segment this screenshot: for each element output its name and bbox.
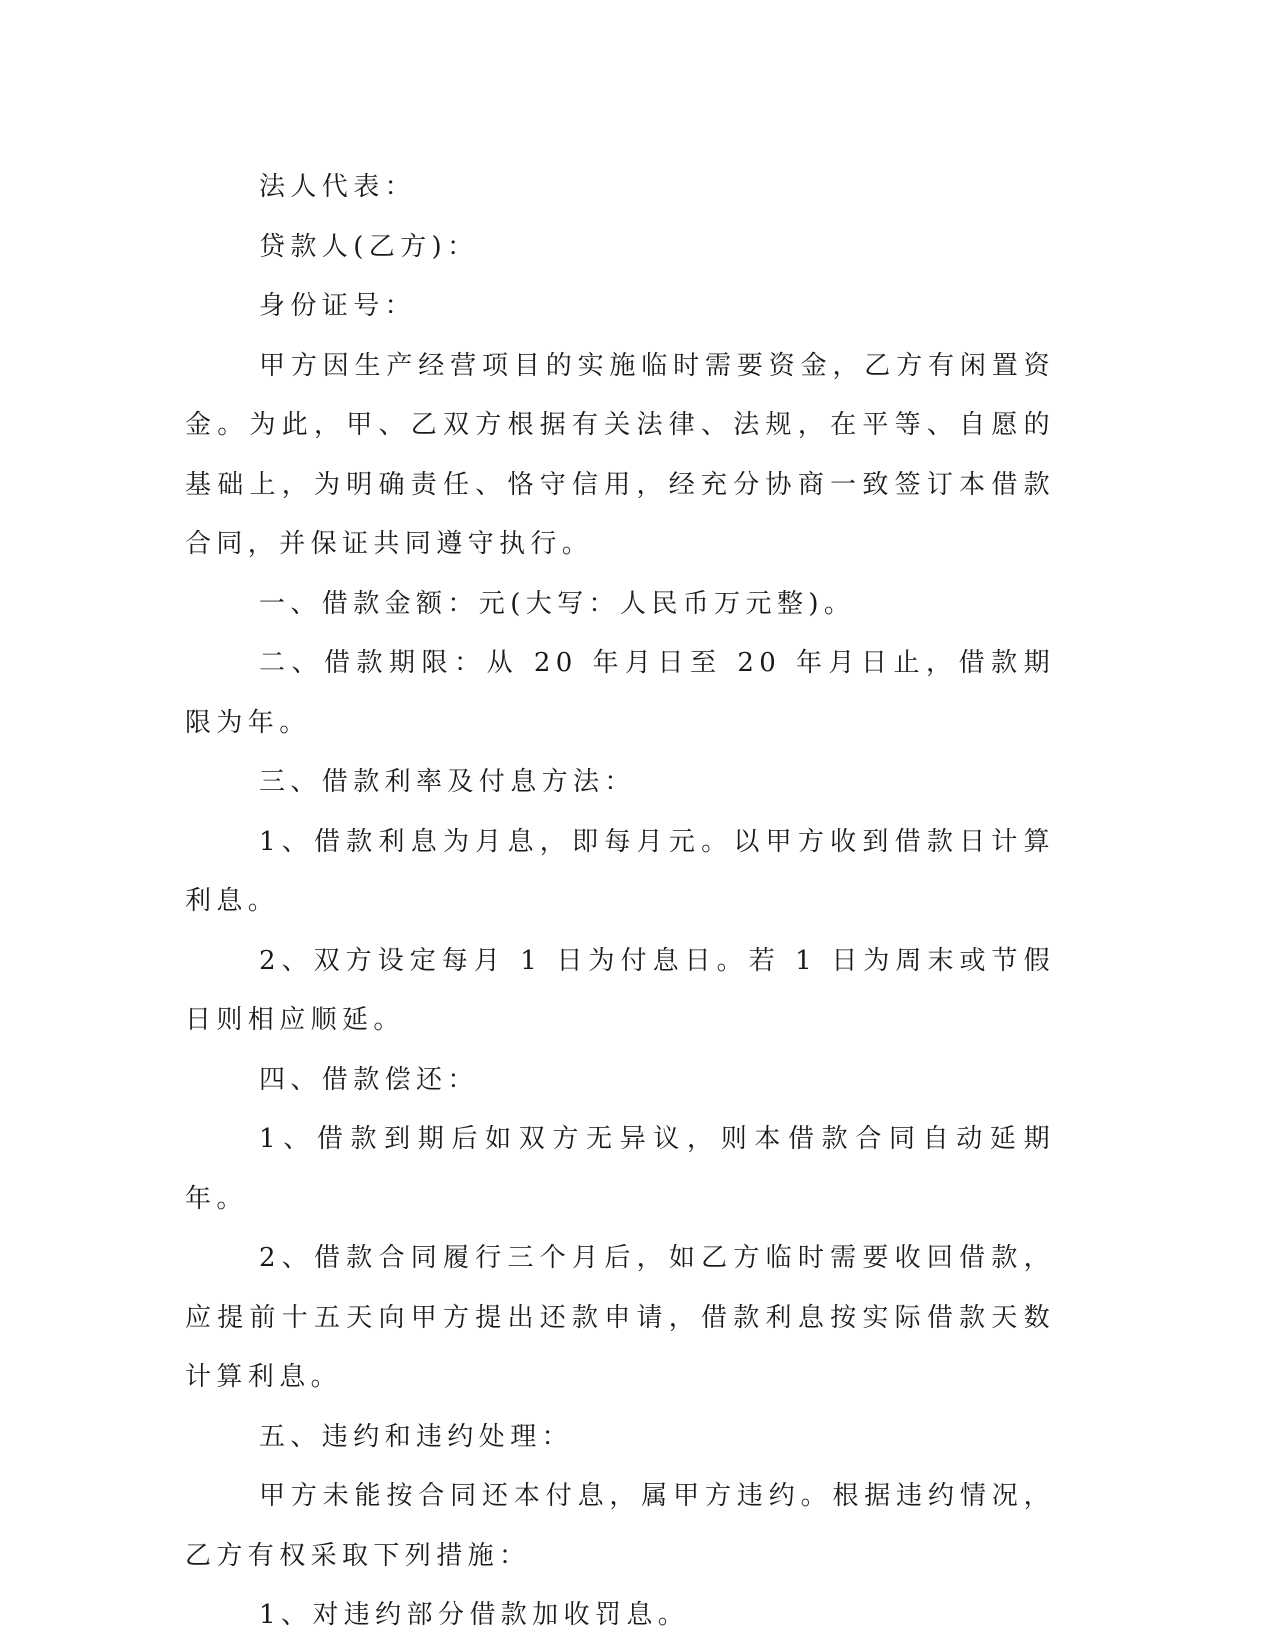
clause-3-item-1: 1、借款利息为月息，即每月元。以甲方收到借款日计算利息。 [185, 826, 1055, 916]
clause-3-item-2: 2、双方设定每月 1 日为付息日。若 1 日为周末或节假日则相应顺延。 [185, 945, 1055, 1035]
preamble-paragraph: 甲方因生产经营项目的实施临时需要资金，乙方有闲置资金。为此，甲、乙双方根据有关法律、法规，在平等、自愿的基础上，为明确责任、恪守信用，经充分协商一致签订本借款合同，并保证共同遵守执行。 [185, 350, 1055, 559]
clause-5-paragraph: 甲方未能按合同还本付息，属甲方违约。根据违约情况，乙方有权采取下列措施： [185, 1481, 1055, 1571]
clause-4-item-2: 2、借款合同履行三个月后，如乙方临时需要收回借款，应提前十五天向甲方提出还款申请，借款利息按实际借款天数计算利息。 [185, 1243, 1055, 1392]
clause-5-heading: 五、违约和违约处理： [259, 1421, 574, 1452]
id-number-line: 身份证号： [259, 291, 417, 321]
legal-representative-line: 法人代表： [259, 172, 417, 202]
clause-2-loan-term: 二、借款期限：从 20 年月日至 20 年月日止，借款期限为年。 [185, 648, 1055, 738]
clause-4-item-1: 1、借款到期后如双方无异议，则本借款合同自动延期年。 [185, 1124, 1055, 1214]
clause-5-item-1: 1、对违约部分借款加收罚息。 [259, 1600, 690, 1630]
clause-3-heading: 三、借款利率及付息方法： [259, 767, 636, 797]
clause-1-loan-amount: 一、借款金额：元(大写：人民币万元整)。 [259, 588, 856, 619]
contract-body [185, 158, 1055, 1646]
clause-4-heading: 四、借款偿还： [259, 1064, 479, 1095]
lender-line: 贷款人(乙方)： [259, 231, 479, 262]
